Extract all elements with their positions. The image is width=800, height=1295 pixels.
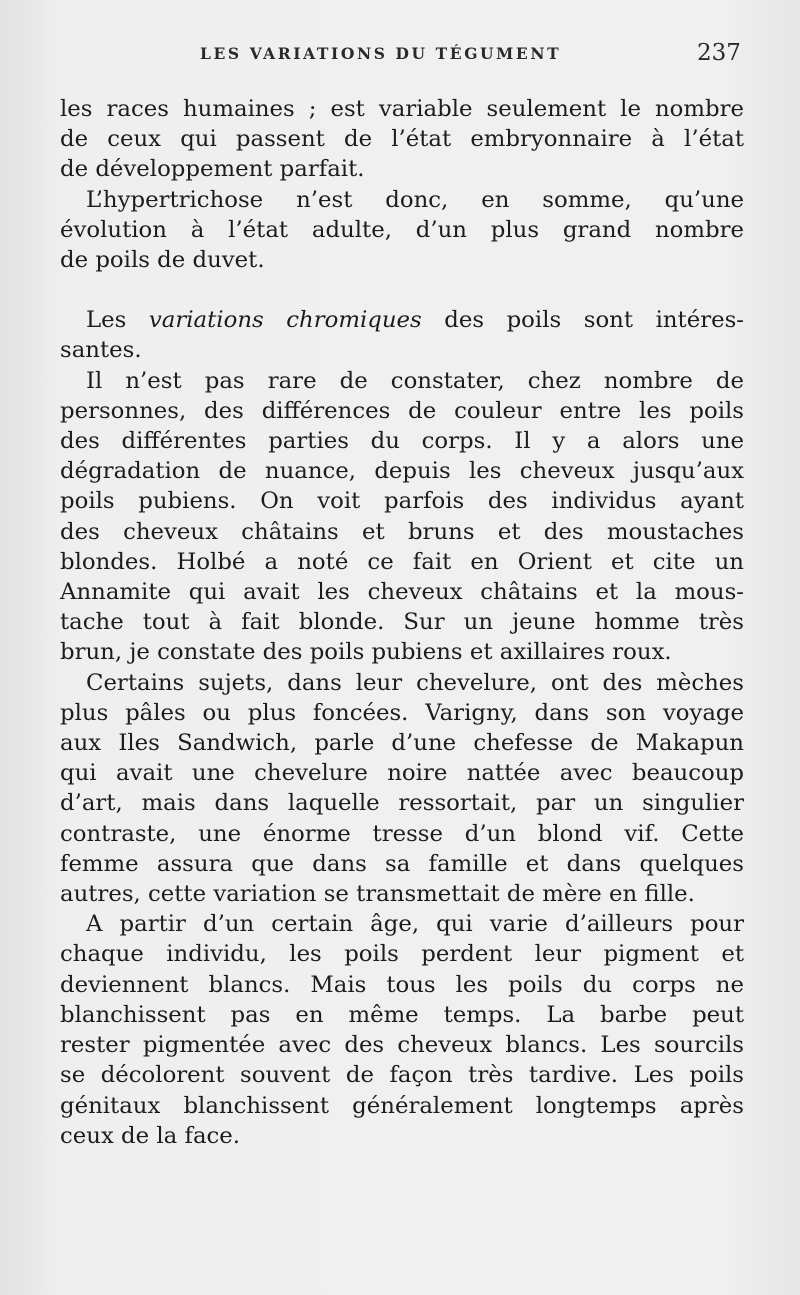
text-line: plus pâles ou plus foncées. Varigny, dans son voyage (60, 699, 744, 726)
text-line: qui avait une chevelure noire nattée avec beaucoup (60, 760, 744, 787)
text-run: Les (86, 307, 149, 334)
text-line: génitaux blanchissent généralement longtemps après (60, 1092, 744, 1119)
body-text (60, 94, 744, 1151)
text-line: se décolorent souvent de façon très tardive. Les poils (60, 1062, 744, 1089)
text-line: évolution à l’état adulte, d’un plus grand nombre (60, 216, 744, 243)
text-line: A partir d’un certain âge, qui varie d’ailleurs pour (86, 911, 744, 938)
text-line: personnes, des différences de couleur entre les poils (60, 397, 744, 424)
text-line: L’hypertrichose n’est donc, en somme, qu’une (86, 186, 744, 213)
text-line (60, 305, 744, 335)
text-line: d’art, mais dans laquelle ressortait, par un singulier (60, 790, 744, 817)
italic-term: variations chromiques (148, 307, 422, 334)
text-line: poils pubiens. On voit parfois des individus ayant (60, 488, 744, 515)
page-number: 237 (697, 40, 741, 66)
text-line: des cheveux châtains et bruns et des moustaches (60, 518, 744, 545)
text-line: de développement parfait. (60, 156, 365, 183)
text-line: de poils de duvet. (60, 247, 265, 274)
text-line: brun, je constate des poils pubiens et axillaires roux. (60, 639, 672, 666)
text-line: santes. (60, 337, 142, 364)
paragraph-gap (60, 275, 744, 305)
text-line: dégradation de nuance, depuis les cheveux jusqu’aux (60, 458, 744, 485)
text-line: contraste, une énorme tresse d’un blond vif. Cette (60, 820, 744, 847)
text-line: chaque individu, les poils perdent leur pigment et (60, 941, 744, 968)
text-line: rester pigmentée avec des cheveux blancs. Les sourcils (60, 1032, 744, 1059)
text-line: femme assura que dans sa famille et dans quelques (60, 850, 744, 877)
text-line: aux Iles Sandwich, parle d’une chefesse de Makapun (60, 730, 744, 757)
text-line: blanchissent pas en même temps. La barbe peut (60, 1001, 744, 1028)
text-line: blondes. Holbé a noté ce fait en Orient et cite un (60, 548, 744, 575)
text-line: autres, cette variation se transmettait de mère en fille. (60, 881, 695, 908)
text-line: deviennent blancs. Mais tous les poils du corps ne (60, 971, 744, 998)
text-run: des poils sont intéres- (421, 307, 744, 334)
running-title: LES VARIATIONS DU TÉGUMENT (200, 44, 562, 63)
text-line: Certains sujets, dans leur chevelure, ont des mèches (86, 669, 744, 696)
text-line: de ceux qui passent de l’état embryonnaire à l’état (60, 126, 744, 153)
text-line: les races humaines ; est variable seulement le nombre (60, 96, 744, 122)
text-line: ceux de la face. (60, 1122, 241, 1149)
text-line: des différentes parties du corps. Il y a alors une (60, 428, 744, 455)
text-line: tache tout à fait blonde. Sur un jeune homme très (60, 609, 744, 636)
text-line: Annamite qui avait les cheveux châtains et la mous- (60, 579, 744, 606)
text-line: Il n’est pas rare de constater, chez nombre de (86, 367, 744, 394)
